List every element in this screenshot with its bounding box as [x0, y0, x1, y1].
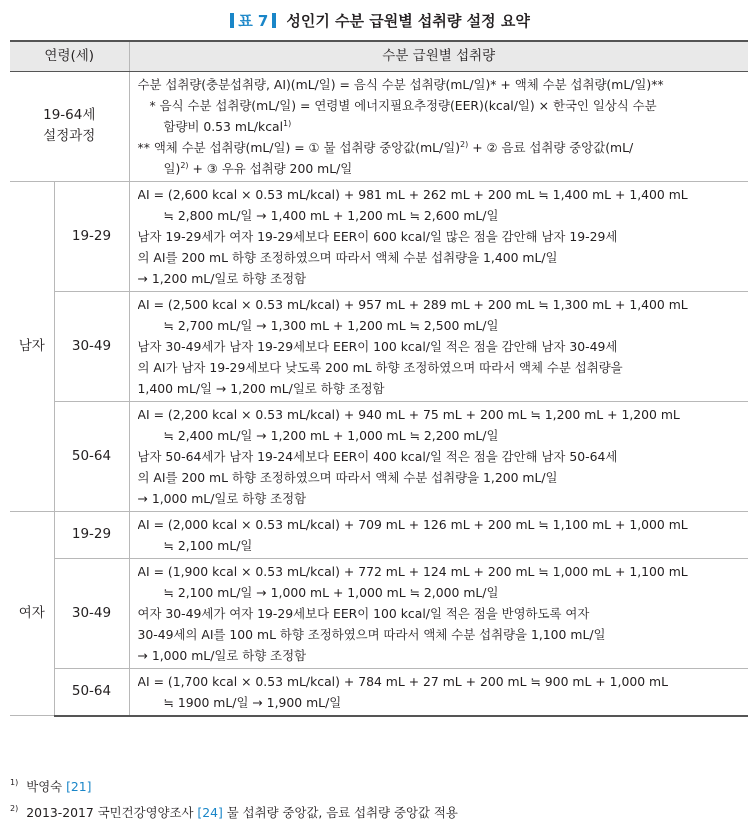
setup-line5b-text: + ③ 우유 섭취량 200 mL/일 [188, 160, 353, 176]
setup-line: * 음식 수분 섭취량(mL/일) = 연령별 에너지필요추정량(EER)(kcal/일) × 한국인 일상식 수분 [149, 97, 657, 113]
intake-line: AI = (1,700 kcal × 0.53 mL/kcal) + 784 mL + 27 mL + 200 mL ≒ 900 mL + 1,000 mL [137, 673, 669, 689]
age-cell: 50-64 [54, 668, 129, 716]
age-cell: 50-64 [54, 401, 129, 511]
table-title [0, 10, 756, 31]
setup-line4-text: ** 액체 수분 섭취량(mL/일) = ① 물 섭취량 중앙값(mL/일) [137, 139, 461, 155]
footnote-text: 2013-2017 국민건강영양조사 [26, 805, 198, 820]
age-cell: 30-49 [54, 558, 129, 668]
setup-label-line2: 설정과정 [43, 128, 96, 144]
footnote-mark: 1) [10, 778, 19, 787]
age-cell: 19-29 [54, 181, 129, 291]
table-number: 표 7 [238, 12, 269, 30]
setup-label [10, 71, 129, 181]
male-row-30-49 [10, 291, 748, 401]
footnotes [10, 772, 748, 824]
female-row-19-29 [10, 511, 748, 558]
setup-line [138, 158, 743, 179]
footnote-text: 박영숙 [26, 779, 67, 794]
intake-cell [129, 558, 748, 668]
setup-line4b-text: + ② 음료 섭취량 중앙값(mL/ [468, 139, 634, 155]
header-age: 연령(세) [10, 41, 129, 71]
intake-cell [129, 668, 748, 716]
intake-line: 의 AI를 200 mL 하향 조정하였으며 따라서 액체 수분 섭취량을 1,400 mL/일 [137, 249, 558, 265]
intake-line: 의 AI를 200 mL 하향 조정하였으며 따라서 액체 수분 섭취량을 1,200 mL/일 [137, 469, 558, 485]
intake-line: ≒ 2,100 mL/일 → 1,000 mL + 1,000 mL ≒ 2,000 mL/일 [163, 584, 499, 600]
intake-cell [129, 181, 748, 291]
intake-line: ≒ 2,400 mL/일 → 1,200 mL + 1,000 mL ≒ 2,200 mL/일 [163, 427, 499, 443]
footnote-2 [10, 798, 748, 824]
footnote-ref-1: 1) [283, 118, 292, 128]
intake-cell [129, 291, 748, 401]
header-row [10, 41, 748, 71]
intake-cell [129, 401, 748, 511]
intake-line: AI = (1,900 kcal × 0.53 mL/kcal) + 772 mL + 124 mL + 200 mL ≒ 1,000 mL + 1,100 mL [137, 563, 688, 579]
setup-line [138, 137, 743, 158]
intake-line: AI = (2,200 kcal × 0.53 mL/kcal) + 940 mL + 75 mL + 200 mL ≒ 1,200 mL + 1,200 mL [137, 406, 680, 422]
footnote-mark: 2) [10, 804, 19, 813]
footnote-text-after: 물 섭취량 중앙값, 음료 섭취량 중앙값 적용 [222, 805, 458, 820]
intake-table [10, 40, 748, 717]
intake-line: ≒ 1900 mL/일 → 1,900 mL/일 [163, 694, 342, 710]
intake-line: ≒ 2,700 mL/일 → 1,300 mL + 1,200 mL ≒ 2,500 mL/일 [163, 317, 499, 333]
setup-line: 수분 섭취량(충분섭취량, AI)(mL/일) = 음식 수분 섭취량(mL/일)* + 액체 수분 섭취량(mL/일)** [137, 76, 664, 92]
setup-line3-text: 함량비 0.53 mL/kcal [163, 118, 284, 134]
sex-female-label: 여자 [10, 511, 54, 716]
footnote-ref-2: 2) [180, 160, 189, 170]
footnote-ref-2: 2) [460, 139, 469, 149]
intake-line: ≒ 2,800 mL/일 → 1,400 mL + 1,200 mL ≒ 2,600 mL/일 [163, 207, 499, 223]
intake-line: 30-49세의 AI를 100 mL 하향 조정하였으며 따라서 액체 수분 섭취량을 1,100 mL/일 [137, 626, 606, 642]
table-caption: 성인기 수분 급원별 섭취량 설정 요약 [286, 12, 530, 30]
title-bar-left [230, 13, 234, 28]
citation-link[interactable]: [21] [66, 779, 92, 794]
intake-line: 남자 50-64세가 남자 19-24세보다 EER이 400 kcal/일 적은 점을 감안해 남자 50-64세 [137, 448, 618, 464]
setup-label-line1: 19-64세 [43, 107, 96, 123]
sex-male-label: 남자 [10, 181, 54, 511]
intake-line: 남자 30-49세가 남자 19-29세보다 EER이 100 kcal/일 적은 점을 감안해 남자 30-49세 [137, 338, 618, 354]
intake-line: 여자 30-49세가 여자 19-29세보다 EER이 100 kcal/일 적은 점을 반영하도록 여자 [137, 605, 590, 621]
intake-line: ≒ 2,100 mL/일 [163, 537, 253, 553]
intake-line: → 1,000 mL/일로 하향 조정함 [137, 490, 307, 506]
age-cell: 30-49 [54, 291, 129, 401]
footnote-1 [10, 772, 748, 798]
intake-line: 의 AI가 남자 19-29세보다 낮도록 200 mL 하향 조정하였으며 따라서 액체 수분 섭취량을 [137, 359, 623, 375]
female-row-50-64 [10, 668, 748, 716]
citation-link[interactable]: [24] [197, 805, 223, 820]
intake-line: → 1,200 mL/일로 하향 조정함 [137, 270, 307, 286]
intake-line: AI = (2,000 kcal × 0.53 mL/kcal) + 709 mL + 126 mL + 200 mL ≒ 1,100 mL + 1,000 mL [137, 516, 688, 532]
male-row-19-29 [10, 181, 748, 291]
intake-line: AI = (2,500 kcal × 0.53 mL/kcal) + 957 mL + 289 mL + 200 mL ≒ 1,300 mL + 1,400 mL [137, 296, 688, 312]
title-bar-right [272, 13, 276, 28]
intake-line: 남자 19-29세가 여자 19-29세보다 EER이 600 kcal/일 많은 점을 감안해 남자 19-29세 [137, 228, 618, 244]
female-row-30-49 [10, 558, 748, 668]
setup-text [129, 71, 748, 181]
intake-line: 1,400 mL/일 → 1,200 mL/일로 하향 조정함 [137, 380, 385, 396]
header-intake: 수분 급원별 섭취량 [129, 41, 748, 71]
intake-cell [129, 511, 748, 558]
setup-line5a-text: 일) [163, 160, 181, 176]
intake-line: AI = (2,600 kcal × 0.53 mL/kcal) + 981 mL + 262 mL + 200 mL ≒ 1,400 mL + 1,400 mL [137, 186, 688, 202]
age-cell: 19-29 [54, 511, 129, 558]
setup-line [138, 116, 743, 137]
setup-row [10, 71, 748, 181]
intake-line: → 1,000 mL/일로 하향 조정함 [137, 647, 307, 663]
male-row-50-64 [10, 401, 748, 511]
